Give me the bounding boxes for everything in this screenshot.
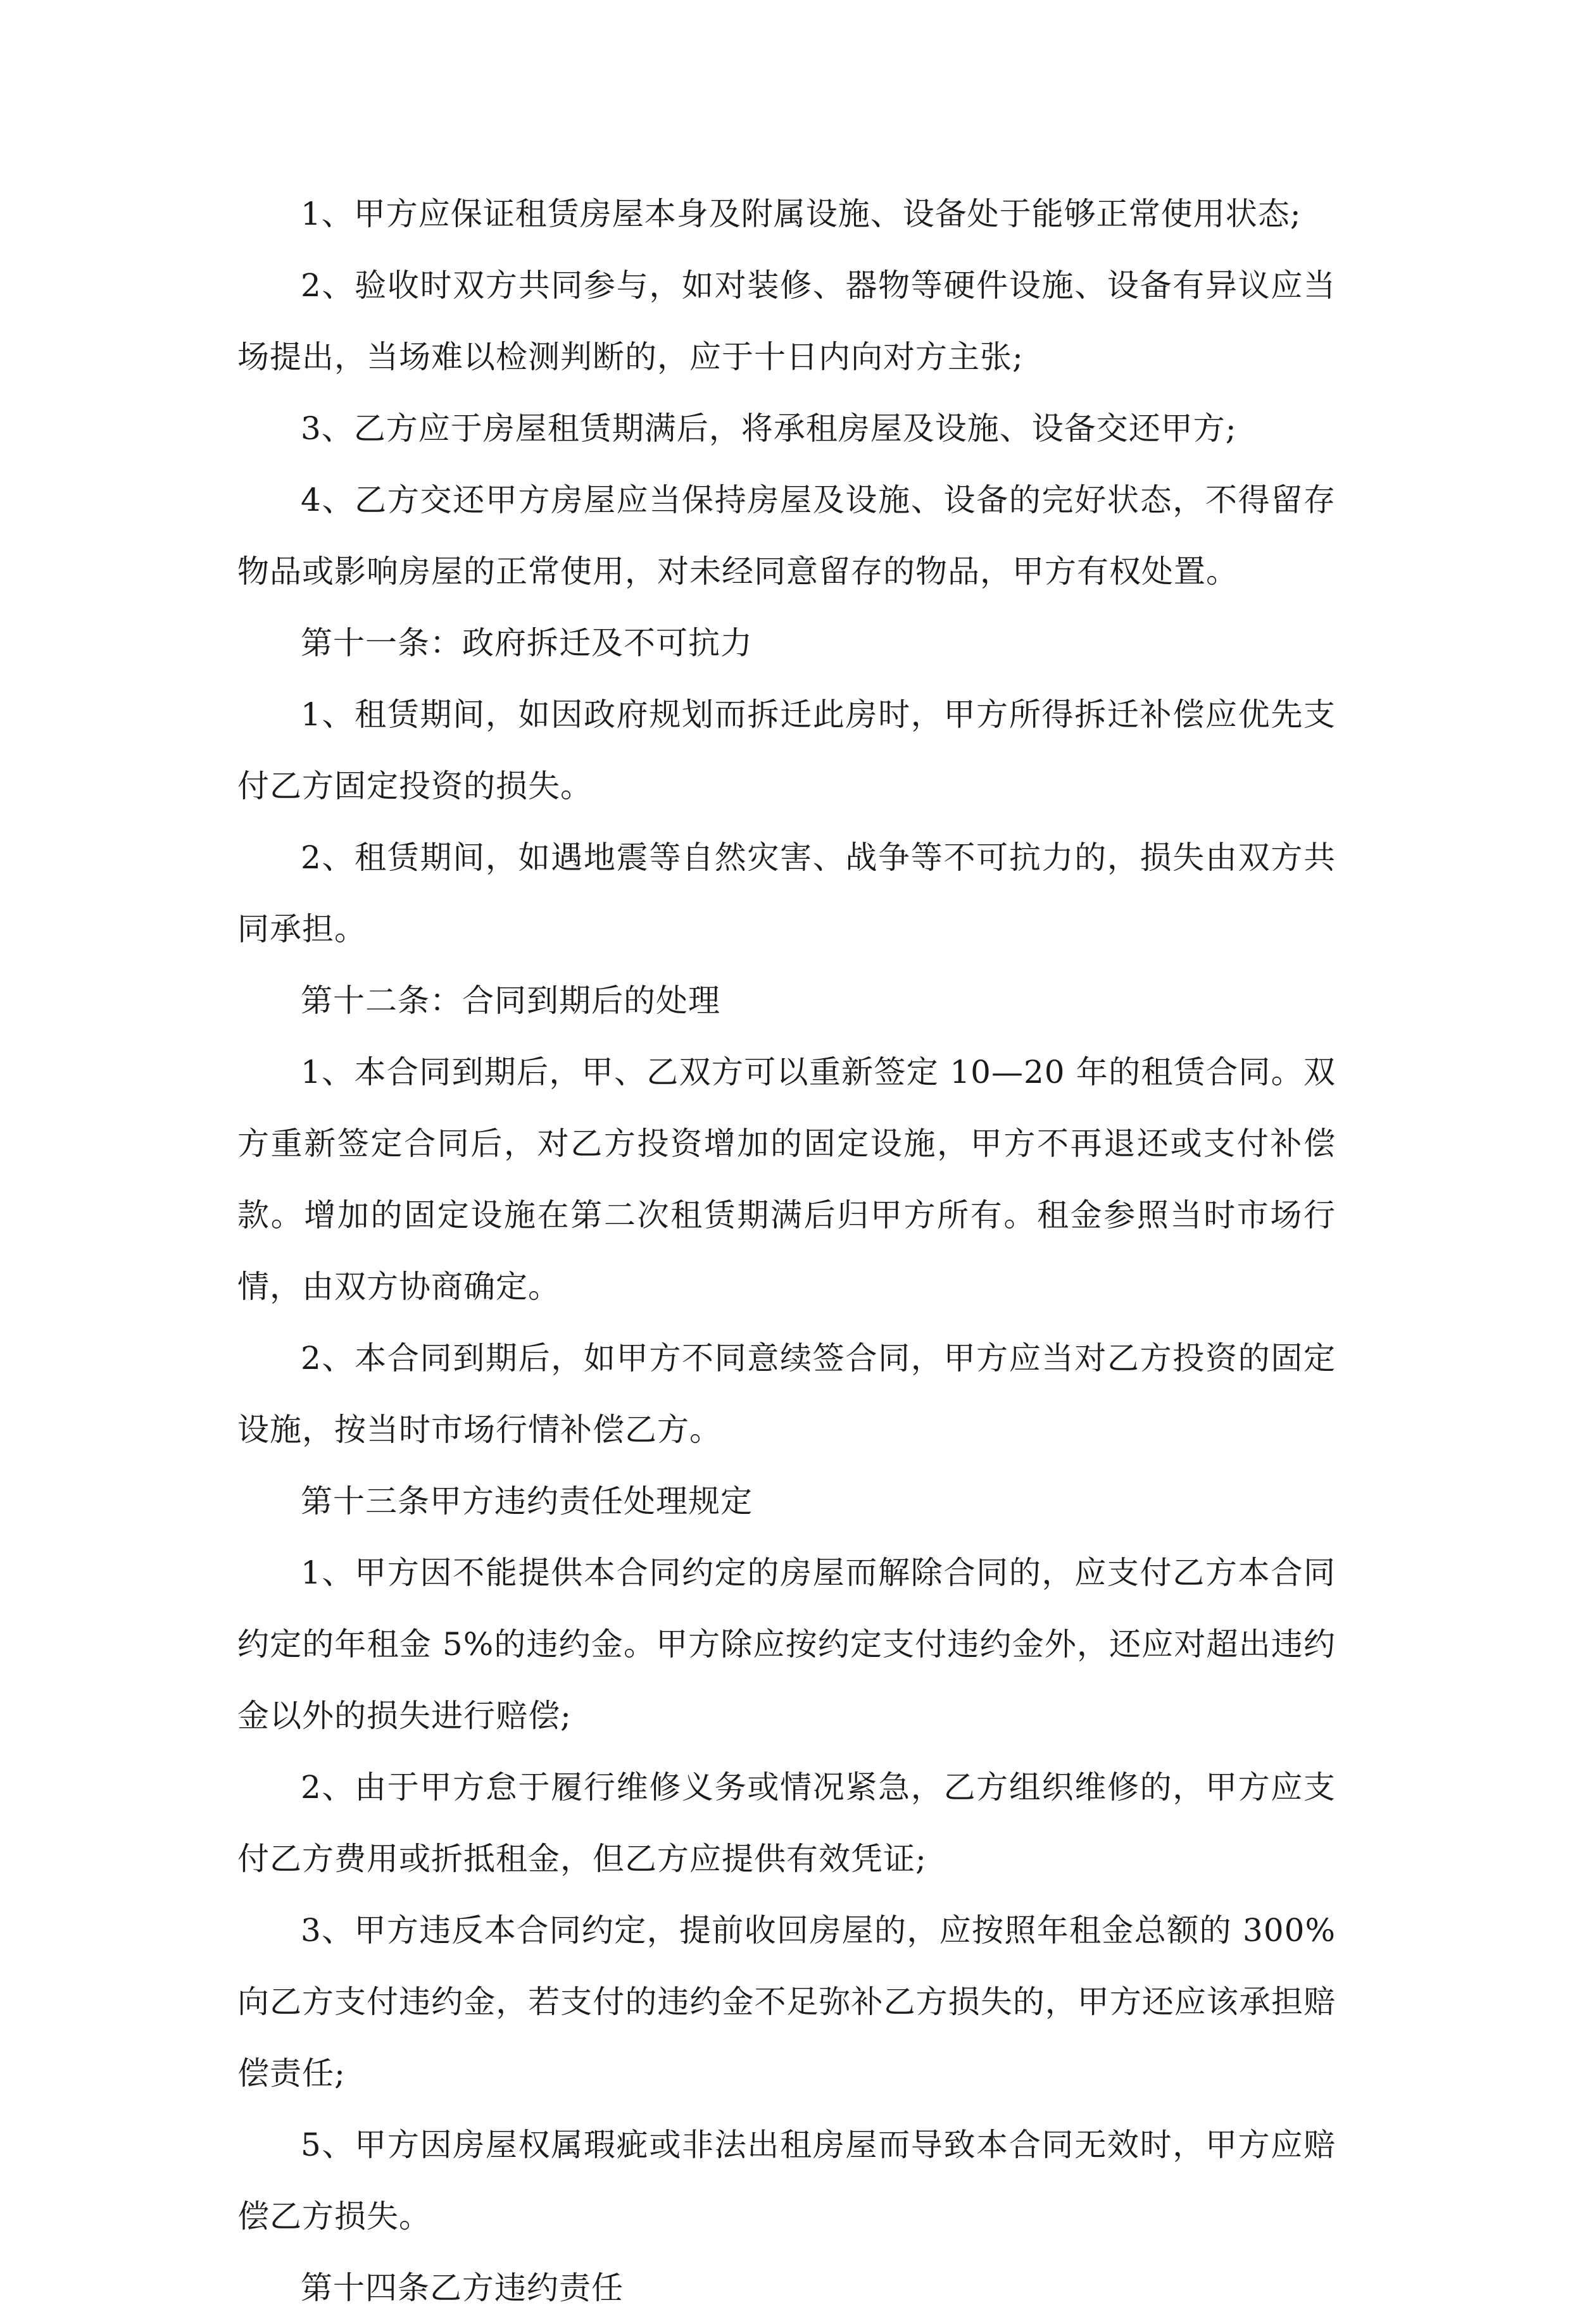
clause-13-item-1: 1、甲方因不能提供本合同约定的房屋而解除合同的，应支付乙方本合同约定的年租金 5%的违约金。甲方除应按约定支付违约金外，还应对超出违约金以外的损失进行赔偿; <box>237 1554 1336 1734</box>
section-heading-14: 第十四条乙方违约责任 <box>301 2270 624 2306</box>
section-heading-11: 第十一条：政府拆迁及不可抗力 <box>301 625 753 661</box>
clause-item-1: 1、甲方应保证租赁房屋本身及附属设施、设备处于能够正常使用状态; <box>301 196 1302 232</box>
clause-11-item-1: 1、租赁期间，如因政府规划而拆迁此房时，甲方所得拆迁补偿应优先支付乙方固定投资的损失。 <box>237 696 1336 804</box>
clause-13-item-5: 5、甲方因房屋权属瑕疵或非法出租房屋而导致本合同无效时，甲方应赔偿乙方损失。 <box>237 2127 1336 2235</box>
clause-item-3: 3、乙方应于房屋租赁期满后，将承租房屋及设施、设备交还甲方; <box>301 410 1237 447</box>
clause-11-item-2: 2、租赁期间，如遇地震等自然灾害、战争等不可抗力的，损失由双方共同承担。 <box>237 839 1336 947</box>
document-body <box>237 178 1336 2324</box>
clause-12-item-1: 1、本合同到期后，甲、乙双方可以重新签定 10—20 年的租赁合同。双方重新签定合同后，对乙方投资增加的固定设施，甲方不再退还或支付补偿款。增加的固定设施在第二次租赁期满后归甲方所有。租金参照当时市场行情，由双方协商确定。 <box>237 1054 1336 1305</box>
clause-item-2: 2、验收时双方共同参与，如对装修、器物等硬件设施、设备有异议应当场提出，当场难以检测判断的，应于十日内向对方主张; <box>237 267 1336 375</box>
section-heading-13: 第十三条甲方违约责任处理规定 <box>301 1483 753 1520</box>
clause-12-item-2: 2、本合同到期后，如甲方不同意续签合同，甲方应当对乙方投资的固定设施，按当时市场行情补偿乙方。 <box>237 1340 1336 1448</box>
clause-13-item-2: 2、由于甲方怠于履行维修义务或情况紧急，乙方组织维修的，甲方应支付乙方费用或折抵租金，但乙方应提供有效凭证; <box>237 1769 1336 1877</box>
clause-item-4: 4、乙方交还甲方房屋应当保持房屋及设施、设备的完好状态，不得留存物品或影响房屋的正常使用，对未经同意留存的物品，甲方有权处置。 <box>237 482 1336 590</box>
section-heading-12: 第十二条：合同到期后的处理 <box>301 982 720 1019</box>
clause-13-item-3: 3、甲方违反本合同约定，提前收回房屋的，应按照年租金总额的 300%向乙方支付违约金，若支付的违约金不足弥补乙方损失的，甲方还应该承担赔偿责任; <box>237 1912 1336 2092</box>
